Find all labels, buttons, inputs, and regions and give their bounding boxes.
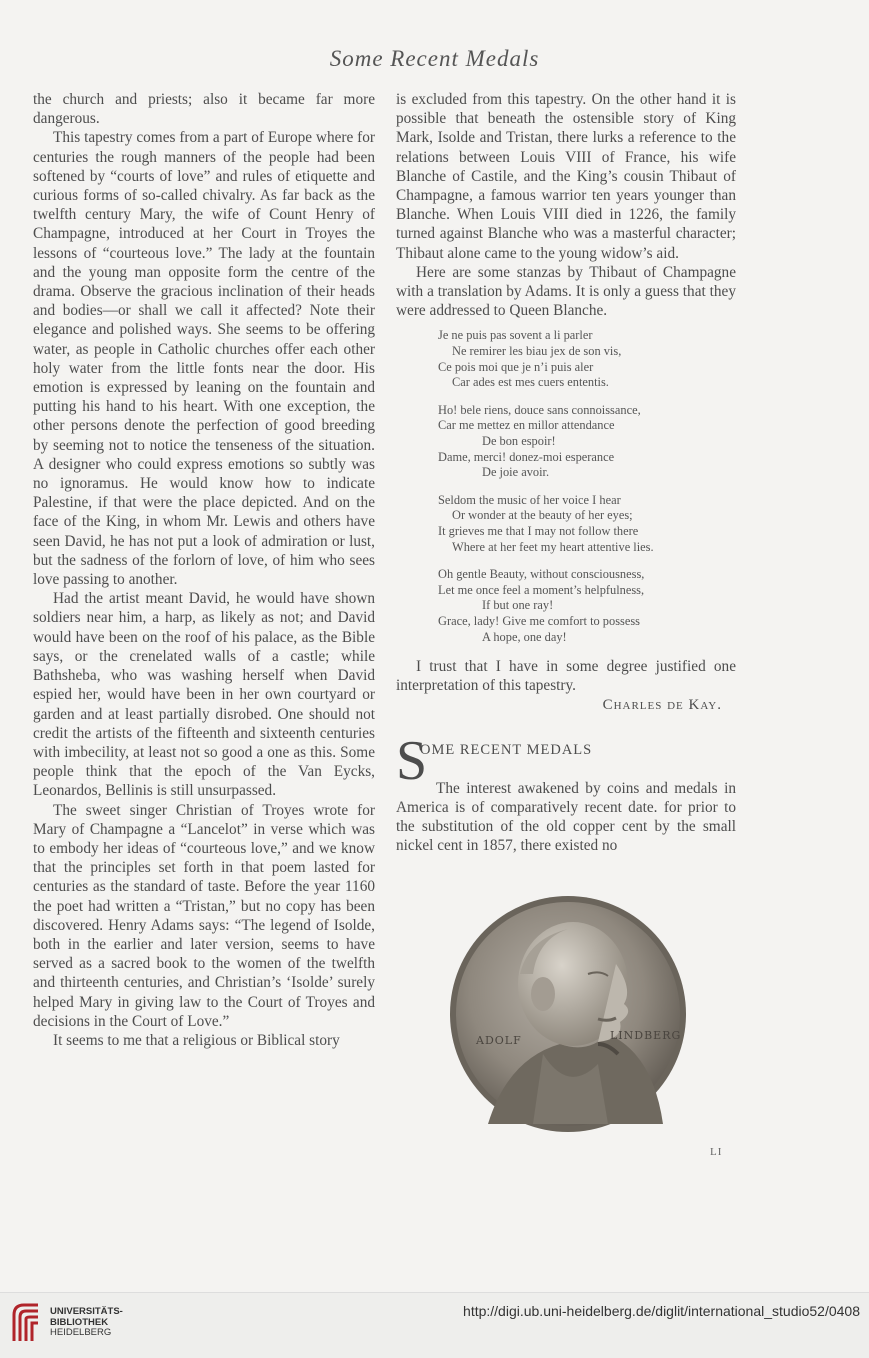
paragraph: It seems to me that a religious or Biblical story [53,1031,340,1049]
page-number: LI [710,1146,723,1158]
medal-inscription-right: LINDBERG [610,1029,682,1042]
poem-line: Ce pois moi que je n’i puis aler [438,359,594,374]
right-column [396,90,736,856]
library-logo-icon [10,1301,42,1347]
poem-line: Ne remirer les biau jex de son vis, [452,344,622,359]
left-column [33,90,375,1050]
institution-name [50,1307,123,1339]
institution-line: BIBLIOTHEK [50,1316,109,1328]
poem-line: Oh gentle Beauty, without consciousness, [438,567,645,582]
poem-line: Je ne puis pas sovent a li parler [438,328,593,343]
poem-stanza [438,403,736,481]
institution-line: UNIVERSITÄTS- [50,1306,123,1317]
poem-line: Let me once feel a moment’s helpfulness, [438,582,645,597]
paragraph: The sweet singer Christian of Troyes wrote for Mary of Champagne a “Lancelot” in verse which was to embody her ideas of “courteous love,” and we know that the principles set forth in that poem lasted for centuries as the standard of taste. Before the year 1160 the poet had written a “Tristan,” but no copy has been discovered. Henry Adams says: “The legend of Isolde, both in the earlier and later version, seems to have served as a sacred book to the women of the twelfth and thirteenth centuries, and Christian’s ‘Isolde’ surely helped Mary in giving law to the Court of Troyes and decisions in the Court of Love.” [33,801,375,1030]
poem-line: Car ades est mes cuers ententis. [452,375,609,390]
poem-stanza [438,328,736,390]
medal-inscription-left: ADOLF [476,1034,522,1047]
poem-line: Ho! bele riens, douce sans connoissance, [438,402,641,417]
poem-line: Car me mettez en millor attendance [438,418,615,433]
poem-stanza [438,493,736,555]
footer-bar [0,1292,869,1358]
poem-line: Grace, lady! Give me comfort to possess [438,613,640,628]
medal-portrait [448,894,688,1134]
paragraph: Had the artist meant David, he would have shown soldiers near him, a harp, as likely as not; and David would have been on the roof of his palace, as the Bible says, or the crenelated walls of a castle; while Bathsheba, who was washing herself when David espied her, would have been in her own courtyard or garden and at least partially disrobed. One should not credit the artists of the fifteenth and sixteenth centuries with imbecility, at least not so good a one as this. Some people think that the epoch of the Van Eycks, Leonardos, Bellinis is still unsurpassed. [33,590,375,800]
paragraph: is excluded from this tapestry. On the other hand it is possible that beneath the ostensible story of King Mark, Isolde and Tristan, there lurks a reference to the relations between Louis VIII of France, his wife Blanche of Castile, and the King’s cousin Thibaut of Champagne, a famous warrior ten years younger than Blanche. When Louis VIII died in 1226, the family turned against Blanche who was a masterful character; Thibaut alone came to the young widow’s aid. [396,91,736,262]
author-signature: Charles de Kay. [602,696,722,713]
poem-line: De bon espoir! [482,434,556,448]
paragraph: Here are some stanzas by Thibaut of Champagne with a translation by Adams. It is only a guess that they were addressed to Queen Blanche. [396,263,736,320]
paragraph: The interest awakened by coins and medals in America is of comparatively recent date. for prior to the substitution of the old copper cent by the small nickel cent in 1857, there existed no [396,779,736,855]
paragraph: the church and priests; also it became far more dangerous. [33,91,375,128]
medal-image [448,894,688,1134]
paragraph: This tapestry comes from a part of Europe where for centuries the rough manners of the people had been softened by “courts of love” and rules of etiquette and curious forms of so-called chivalry. As far back as the twelfth century Mary, the wife of Count Henry of Champagne, introduced at her Court in Troyes the lessons of “courteous love.” The lady at the fountain and the young man opposite form the centre of the drama. Observe the gracious inclination of their heads and bodies—or shall we call it affected? Note their elegance and polished ways. She seems to be offering water, as people in Catholic churches offer each other holy water from the little fonts near the door. His emotion is expressed by leaning on the fountain and putting his hand to his heart. With one exception, the other persons denote the perfection of good breeding by seeming not to notice the tenseness of the situation. A designer who could express emotions so subtly was no ignoramus. He would know how to indicate Palestine, if that were the place depicted. And on the face of the King, in whom Mr. Lewis and others have seen David, he has not put a look of admiration or lust, but the sadness of the forlorn of love, of him who sees love passing to another. [33,129,375,589]
poem-line: Dame, merci! donez-moi esperance [438,449,615,464]
poem-line: A hope, one day! [482,629,567,644]
drop-cap: S [396,729,428,792]
poem-line: Where at her feet my heart attentive lies. [452,539,654,554]
poem [438,328,736,645]
poem-stanza [438,567,736,645]
source-url-link[interactable]: http://digi.ub.uni-heidelberg.de/diglit/international_studio52/0408 [463,1303,860,1319]
section-heading [396,729,736,792]
poem-line: If but one ray! [482,598,554,613]
paragraph: I trust that I have in some degree justified one interpretation of this tapestry. [396,658,736,695]
institution-line: HEIDELBERG [50,1327,112,1338]
poem-line: Or wonder at the beauty of her eyes; [452,508,633,523]
running-title: Some Recent Medals [329,46,540,71]
poem-line: De joie avoir. [482,465,550,480]
section-title: OME RECENT MEDALS [420,741,593,758]
poem-line: It grieves me that I may not follow there [438,523,639,538]
poem-line: Seldom the music of her voice I hear [438,492,621,507]
